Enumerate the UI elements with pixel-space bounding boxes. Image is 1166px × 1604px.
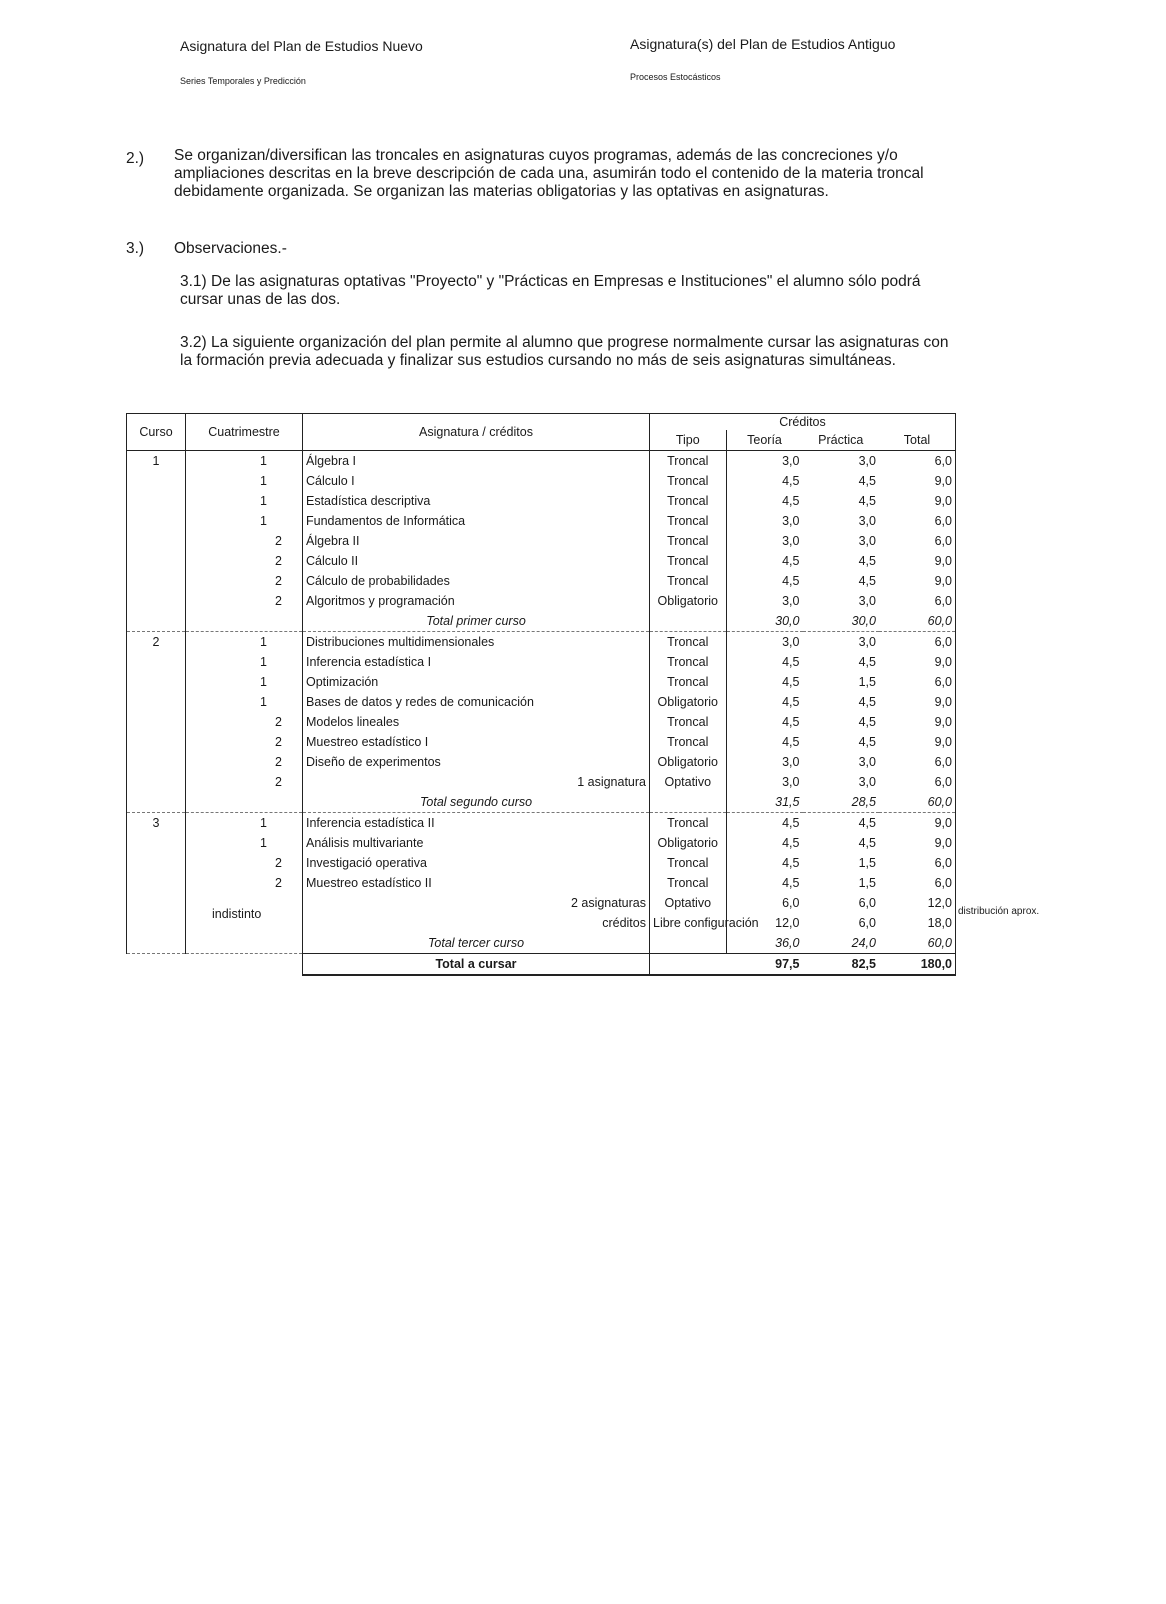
section-3-number: 3.) (126, 240, 145, 257)
total-cell: 9,0 (879, 813, 956, 834)
curso-cell (127, 471, 186, 491)
total-cell: 6,0 (879, 591, 956, 611)
practica-cell: 4,5 (858, 735, 876, 749)
table-row (127, 692, 956, 712)
practica-cell: 1,5 (858, 856, 876, 870)
total-cell: 9,0 (879, 471, 956, 491)
section-2-text (174, 147, 924, 201)
practica-cell: 4,5 (858, 474, 876, 488)
asignatura-cell: Optimización (303, 672, 650, 692)
teoria-cell: 4,5 (782, 816, 800, 830)
tipo-cell: Obligatorio (650, 591, 727, 611)
teoria-cell: 4,5 (782, 675, 800, 689)
asignatura-cell: Bases de datos y redes de comunicación (303, 692, 650, 712)
curso-cell (127, 712, 186, 732)
total-cell: 6,0 (879, 853, 956, 873)
header-asignatura: Asignatura / créditos (303, 414, 650, 451)
empty-cell (186, 933, 303, 954)
total-cell: 18,0 (879, 913, 956, 933)
cuatrimestre-cell: 2 (186, 732, 303, 752)
tipo-cell: Troncal (650, 672, 727, 692)
tipo-cell: Obligatorio (650, 752, 727, 772)
header-cuatrimestre: Cuatrimestre (186, 414, 303, 451)
old-plan-subject: Procesos Estocásticos (630, 72, 721, 82)
empty-cell (186, 954, 303, 976)
total-cell: 9,0 (879, 732, 956, 752)
header-curso: Curso (127, 414, 186, 451)
table-row (127, 551, 956, 571)
course-total-row (127, 933, 956, 954)
course-total-total: 60,0 (879, 933, 956, 954)
cuatrimestre-cell: 2 (186, 873, 303, 893)
asignatura-cell: Álgebra II (303, 531, 650, 551)
teoria-cell: 4,5 (782, 876, 800, 890)
table-row (127, 451, 956, 472)
teoria-cell: 12,0 (775, 916, 800, 930)
cuatrimestre-cell: 2 (186, 551, 303, 571)
curso-cell (127, 873, 186, 893)
empty-cell (127, 954, 186, 976)
practica-cell: 4,5 (858, 554, 876, 568)
curso-cell (127, 511, 186, 531)
tipo-cell: Troncal (650, 511, 727, 531)
total-cell: 9,0 (879, 833, 956, 853)
practica-cell: 1,5 (858, 876, 876, 890)
cuatrimestre-cell: 2 (186, 772, 303, 792)
course-total-practica: 24,0 (803, 933, 880, 954)
cuatrimestre-cell: 1 (186, 451, 303, 472)
final-total-row (127, 954, 956, 976)
asignatura-cell: Cálculo de probabilidades (303, 571, 650, 591)
new-plan-subject: Series Temporales y Predicción (180, 76, 306, 86)
tipo-cell: Obligatorio (650, 833, 727, 853)
asignatura-cell: Algoritmos y programación (303, 591, 650, 611)
table-row (127, 591, 956, 611)
asignatura-cell: Álgebra I (303, 451, 650, 472)
final-total-practica: 82,5 (803, 954, 880, 976)
cuatrimestre-cell: 2 (186, 853, 303, 873)
practica-cell: 6,0 (858, 896, 876, 910)
cuatrimestre-cell: 2 (186, 571, 303, 591)
course-total-teoria: 31,5 (726, 792, 803, 813)
tipo-cell: Troncal (650, 531, 727, 551)
teoria-cell: 3,0 (782, 534, 800, 548)
final-total-label: Total a cursar (303, 954, 650, 976)
table-row (127, 833, 956, 853)
final-total-teoria: 97,5 (726, 954, 803, 976)
asignatura-cell: Investigació operativa (303, 853, 650, 873)
empty-cell (650, 611, 727, 632)
curso-cell (127, 672, 186, 692)
teoria-cell: 4,5 (782, 554, 800, 568)
table-row (127, 732, 956, 752)
teoria-cell: 3,0 (782, 594, 800, 608)
section-2-line: debidamente organizada. Se organizan las materias obligatorias y las optativas en asignaturas. (174, 183, 829, 200)
asignatura-cell: 1 asignatura (303, 772, 650, 792)
cuatrimestre-cell: 1 (186, 632, 303, 653)
table-body (127, 451, 956, 954)
curso-cell (127, 913, 186, 933)
asignatura-cell: Distribuciones multidimensionales (303, 632, 650, 653)
teoria-cell: 4,5 (782, 735, 800, 749)
teoria-cell: 4,5 (782, 574, 800, 588)
empty-cell (127, 933, 186, 954)
curso-cell (127, 551, 186, 571)
asignatura-cell: Estadística descriptiva (303, 491, 650, 511)
asignatura-cell: Diseño de experimentos (303, 752, 650, 772)
table-row (127, 873, 956, 893)
study-plan-table (126, 413, 956, 976)
asignatura-cell: Análisis multivariante (303, 833, 650, 853)
teoria-cell: 4,5 (782, 836, 800, 850)
new-plan-label: Asignatura del Plan de Estudios Nuevo (180, 38, 423, 54)
course-total-row (127, 792, 956, 813)
practica-cell: 4,5 (858, 816, 876, 830)
practica-cell: 4,5 (858, 655, 876, 669)
tipo-cell: Troncal (650, 451, 727, 472)
table-row (127, 571, 956, 591)
tipo-cell: Troncal (650, 632, 727, 653)
tipo-cell: Troncal (650, 873, 727, 893)
section-2-line: ampliaciones descritas en la breve descripción de cada una, asumirán todo el contenido de la materia troncal (174, 165, 924, 182)
asignatura-cell: Cálculo II (303, 551, 650, 571)
asignatura-cell: Muestreo estadístico I (303, 732, 650, 752)
curso-cell (127, 833, 186, 853)
total-cell: 6,0 (879, 632, 956, 653)
practica-cell: 3,0 (858, 775, 876, 789)
table-header-row-top (127, 414, 956, 431)
header-total: Total (879, 430, 956, 451)
curso-cell (127, 853, 186, 873)
practica-cell: 4,5 (858, 494, 876, 508)
total-cell: 6,0 (879, 511, 956, 531)
tipo-cell: Troncal (650, 491, 727, 511)
asignatura-cell: Muestreo estadístico II (303, 873, 650, 893)
header-teoria: Teoría (726, 430, 803, 451)
cuatrimestre-cell: 1 (186, 692, 303, 712)
total-cell: 9,0 (879, 712, 956, 732)
total-cell: 6,0 (879, 451, 956, 472)
total-cell: 6,0 (879, 672, 956, 692)
cuatrimestre-cell: 1 (186, 833, 303, 853)
tipo-cell: Troncal (650, 712, 727, 732)
course-total-label: Total segundo curso (303, 792, 650, 813)
curso-cell: 3 (127, 813, 186, 834)
curso-cell: 2 (127, 632, 186, 653)
empty-cell (650, 792, 727, 813)
asignatura-cell: 2 asignaturas (303, 893, 650, 913)
cuatrimestre-cell: 2 (186, 531, 303, 551)
header-practica: Práctica (803, 430, 880, 451)
practica-cell: 3,0 (858, 755, 876, 769)
curso-cell (127, 752, 186, 772)
curso-cell (127, 491, 186, 511)
teoria-cell: 6,0 (782, 896, 800, 910)
course-total-row (127, 611, 956, 632)
practica-cell: 3,0 (858, 534, 876, 548)
table-row (127, 652, 956, 672)
course-total-practica: 30,0 (803, 611, 880, 632)
total-cell: 12,0 (879, 893, 956, 913)
teoria-cell: 3,0 (782, 454, 800, 468)
cuatrimestre-cell: 2 (186, 752, 303, 772)
curso-cell (127, 591, 186, 611)
curso-cell (127, 893, 186, 913)
tipo-cell: Troncal (650, 471, 727, 491)
cuatrimestre-cell: 1 (186, 813, 303, 834)
empty-cell (650, 933, 727, 954)
total-cell: 9,0 (879, 571, 956, 591)
observation-3-1 (180, 273, 921, 309)
total-cell: 9,0 (879, 692, 956, 712)
practica-cell: 4,5 (858, 836, 876, 850)
table-row (127, 491, 956, 511)
tipo-cell: Obligatorio (650, 692, 727, 712)
cuatrimestre-cell: 1 (186, 471, 303, 491)
total-cell: 6,0 (879, 873, 956, 893)
observation-line: la formación previa adecuada y finalizar sus estudios cursando no más de seis asignaturas simultáneas. (180, 352, 896, 369)
curso-cell: 1 (127, 451, 186, 472)
teoria-cell: 4,5 (782, 695, 800, 709)
teoria-cell: 4,5 (782, 655, 800, 669)
side-note: distribución aprox. (958, 906, 1040, 917)
teoria-cell: 4,5 (782, 856, 800, 870)
table-row (127, 752, 956, 772)
final-total-total: 180,0 (879, 954, 956, 976)
practica-cell: 6,0 (858, 916, 876, 930)
teoria-cell: 3,0 (782, 775, 800, 789)
tipo-cell: Optativo (650, 893, 727, 913)
practica-cell: 1,5 (858, 675, 876, 689)
table-row (127, 813, 956, 834)
practica-cell: 4,5 (858, 715, 876, 729)
table-row (127, 471, 956, 491)
teoria-cell: 4,5 (782, 474, 800, 488)
table-row (127, 511, 956, 531)
cuatrimestre-cell: 1 (186, 652, 303, 672)
section-2-number: 2.) (126, 150, 145, 167)
section-3-title: Observaciones.- (174, 240, 287, 257)
teoria-cell: 3,0 (782, 755, 800, 769)
cuatrimestre-cell: 2 (186, 591, 303, 611)
tipo-cell: Troncal (650, 652, 727, 672)
course-total-total: 60,0 (879, 792, 956, 813)
section-2-line: Se organizan/diversifican las troncales en asignaturas cuyos programas, además de las concreciones y/o (174, 147, 898, 164)
tipo-cell: Troncal (650, 732, 727, 752)
table-row (127, 672, 956, 692)
course-total-label: Total tercer curso (303, 933, 650, 954)
practica-cell: 3,0 (858, 454, 876, 468)
observation-3-2 (180, 334, 949, 370)
curso-cell (127, 571, 186, 591)
practica-cell: 3,0 (858, 594, 876, 608)
teoria-cell: 4,5 (782, 715, 800, 729)
curso-cell (127, 692, 186, 712)
empty-cell (127, 792, 186, 813)
asignatura-cell: Modelos lineales (303, 712, 650, 732)
course-total-total: 60,0 (879, 611, 956, 632)
table-row (127, 772, 956, 792)
course-total-teoria: 30,0 (726, 611, 803, 632)
total-cell: 6,0 (879, 752, 956, 772)
tipo-cell: Optativo (650, 772, 727, 792)
tipo-cell: Troncal (650, 813, 727, 834)
practica-cell: 4,5 (858, 695, 876, 709)
observation-line: 3.2) La siguiente organización del plan permite al alumno que progrese normalmente cursar las asignaturas con (180, 334, 949, 351)
total-cell: 6,0 (879, 531, 956, 551)
table-row (127, 853, 956, 873)
empty-cell (127, 611, 186, 632)
cuatrimestre-cell: 1 (186, 672, 303, 692)
curso-cell (127, 652, 186, 672)
asignatura-cell: Inferencia estadística II (303, 813, 650, 834)
course-total-label: Total primer curso (303, 611, 650, 632)
practica-cell: 4,5 (858, 574, 876, 588)
header-tipo: Tipo (650, 430, 727, 451)
course-total-teoria: 36,0 (726, 933, 803, 954)
indistinto-label: indistinto (212, 907, 262, 921)
tipo-cell: Libre configuración (650, 913, 727, 933)
cuatrimestre-cell: 2 (186, 712, 303, 732)
practica-cell: 3,0 (858, 635, 876, 649)
asignatura-cell: créditos (303, 913, 650, 933)
observation-line: cursar unas de las dos. (180, 291, 341, 308)
table-row (127, 531, 956, 551)
cuatrimestre-cell: 1 (186, 511, 303, 531)
cuatrimestre-cell: 1 (186, 491, 303, 511)
table-row (127, 632, 956, 653)
header-creditos: Créditos (650, 414, 956, 431)
teoria-cell: 3,0 (782, 635, 800, 649)
teoria-cell: 4,5 (782, 494, 800, 508)
observation-line: 3.1) De las asignaturas optativas "Proyecto" y "Prácticas en Empresas e Instituciones" el alumno sólo podrá (180, 273, 921, 290)
practica-cell: 3,0 (858, 514, 876, 528)
curso-cell (127, 732, 186, 752)
total-cell: 6,0 (879, 772, 956, 792)
asignatura-cell: Fundamentos de Informática (303, 511, 650, 531)
curso-cell (127, 531, 186, 551)
tipo-cell: Troncal (650, 551, 727, 571)
total-cell: 9,0 (879, 652, 956, 672)
course-total-practica: 28,5 (803, 792, 880, 813)
empty-cell (650, 954, 727, 976)
old-plan-label: Asignatura(s) del Plan de Estudios Antiguo (630, 36, 896, 52)
curso-cell (127, 772, 186, 792)
teoria-cell: 3,0 (782, 514, 800, 528)
tipo-cell: Troncal (650, 853, 727, 873)
empty-cell (186, 792, 303, 813)
asignatura-cell: Cálculo I (303, 471, 650, 491)
asignatura-cell: Inferencia estadística I (303, 652, 650, 672)
table-row (127, 712, 956, 732)
total-cell: 9,0 (879, 491, 956, 511)
tipo-cell: Troncal (650, 571, 727, 591)
total-cell: 9,0 (879, 551, 956, 571)
empty-cell (186, 611, 303, 632)
